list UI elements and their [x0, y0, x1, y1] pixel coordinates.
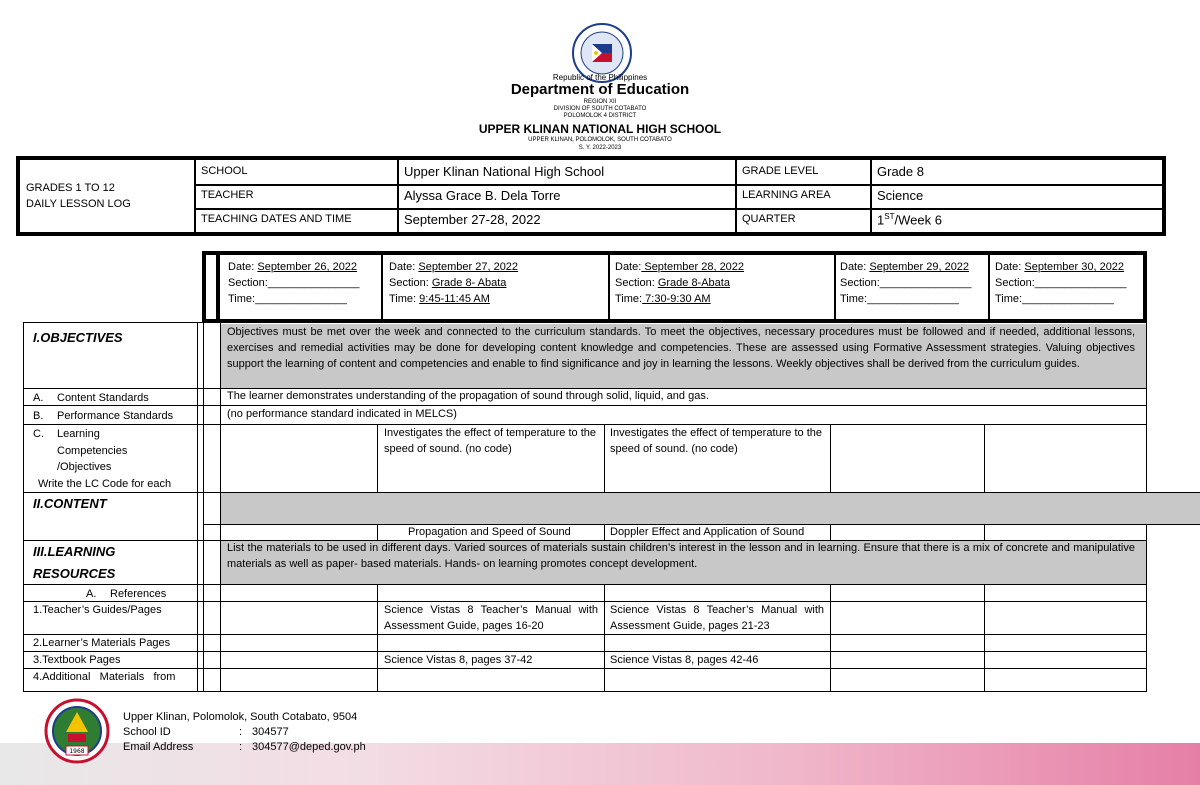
textbook-pages-day3: Science Vistas 8, pages 42-46: [610, 654, 759, 666]
day-2-cell: Date: September 27, 2022 Section: Grade 8- Abata Time: 9:45-11:45 AM: [389, 261, 519, 305]
school-name-title: UPPER KLINAN NATIONAL HIGH SCHOOL: [478, 122, 722, 136]
quarter-label: QUARTER: [742, 213, 796, 225]
references-letter: A.: [86, 588, 97, 600]
school-id-value: 304577: [252, 726, 289, 738]
content-day3: Doppler Effect and Application of Sound: [610, 526, 805, 538]
grade-level-label: GRADE LEVEL: [742, 165, 819, 177]
dates-value: September 27-28, 2022: [404, 212, 541, 227]
objectives-heading: I.OBJECTIVES: [33, 330, 123, 345]
competency-day2: Investigates the effect of temperature to the speed of sound. (no code): [384, 427, 596, 455]
learning-area-label: LEARNING AREA: [742, 189, 831, 201]
dates-label: TEACHING DATES AND TIME: [201, 213, 352, 225]
performance-standards-text: (no performance standard indicated in MELCS): [227, 408, 457, 420]
school-id-label: School ID: [123, 726, 171, 738]
day-5-cell: Date: September 30, 2022 Section:_______________ Time:_______________: [995, 261, 1127, 305]
republic-line: Republic of the Philippines: [552, 73, 648, 82]
references-label: References: [110, 588, 167, 600]
logo-year: 1968: [69, 748, 85, 755]
competencies-label-line1: Learning: [57, 428, 100, 440]
additional-materials-label: 4.Additional Materials from: [33, 671, 176, 683]
competencies-label-line2: Competencies: [57, 445, 128, 457]
content-standards-letter: A.: [33, 392, 44, 404]
school-address: UPPER KLINAN, POLOMOLOK, SOUTH COTABATO: [528, 137, 672, 143]
day-3-cell: Date: September 28, 2022 Section: Grade 8-Abata Time: 7:30-9:30 AM: [615, 261, 745, 305]
content-heading: II.CONTENT: [33, 496, 107, 511]
dll-title-line1: GRADES 1 TO 12: [26, 182, 115, 194]
teachers-guide-day3: Science Vistas 8 Teacher’s Manual with Assessment Guide, pages 21-23: [610, 604, 824, 632]
school-value: Upper Klinan National High School: [404, 164, 605, 179]
learners-materials-label: 2.Learner’s Materials Pages: [33, 637, 171, 649]
division-line: DIVISION OF SOUTH COTABATO: [553, 106, 647, 112]
school-label: SCHOOL: [201, 165, 248, 177]
region-line: REGION XII: [583, 99, 617, 105]
school-id-separator: :: [239, 726, 243, 738]
district-line: POLOMOLOK 4 DISTRICT: [563, 113, 637, 119]
teachers-guide-label: 1.Teacher’s Guides/Pages: [33, 604, 162, 616]
teacher-value: Alyssa Grace B. Dela Torre: [404, 188, 561, 203]
content-day2: Propagation and Speed of Sound: [408, 526, 571, 538]
department-title: Department of Education: [510, 81, 690, 98]
resources-text: List the materials to be used in different days. Varied sources of materials sustain children’s interest in the lesson and in learning. Ensure that there is a mix of concrete and manipulative materials as well as paper- based materials. Hands- on learning promotes concept development.: [227, 542, 1135, 570]
textbook-pages-day2: Science Vistas 8, pages 37-42: [384, 654, 533, 666]
email-separator: :: [239, 741, 243, 753]
day-1-cell: Date: September 26, 2022 Section:_______________ Time:_______________: [228, 261, 360, 305]
textbook-pages-label: 3.Textbook Pages: [33, 654, 121, 666]
email-value[interactable]: 304577@deped.gov.ph: [252, 741, 366, 753]
competencies-label-line4: Write the LC Code for each: [38, 478, 172, 490]
performance-standards-label: Performance Standards: [57, 410, 174, 422]
grade-level-value: Grade 8: [877, 164, 924, 179]
content-standards-label: Content Standards: [57, 392, 149, 404]
school-logo-icon: [44, 698, 110, 764]
competencies-letter: C.: [33, 428, 44, 440]
dll-title-line2: DAILY LESSON LOG: [26, 198, 131, 210]
resources-heading-line2: RESOURCES: [33, 566, 116, 581]
footer-address: Upper Klinan, Polomolok, South Cotabato, 9504: [123, 711, 358, 723]
performance-standards-letter: B.: [33, 410, 44, 422]
quarter-value: 1ST/Week 6: [877, 212, 942, 228]
email-label: Email Address: [123, 741, 194, 753]
day-4-cell: Date: September 29, 2022 Section:_______________ Time:_______________: [840, 261, 972, 305]
resources-heading-line1: III.LEARNING: [33, 544, 116, 559]
teachers-guide-day2: Science Vistas 8 Teacher’s Manual with Assessment Guide, pages 16-20: [384, 604, 598, 632]
competencies-label-line3: /Objectives: [57, 461, 112, 473]
objectives-text: Objectives must be met over the week and connected to the curriculum standards. To meet the objectives, necessary procedures must be followed and if needed, additional lessons, exercises and remedial activities may be done for developing content knowledge and competencies. These are assessed using Formative Assessment strategies. Valuing objectives support the learning of content and competencies and enable to find significance and joy in learning the lessons. Weekly objectives shall be derived from the curriculum guides.: [227, 326, 1135, 370]
school-year: S. Y. 2022-2023: [578, 145, 622, 151]
competency-day3: Investigates the effect of temperature to the speed of sound. (no code): [610, 427, 822, 455]
teacher-label: TEACHER: [201, 189, 254, 201]
learning-area-value: Science: [877, 188, 924, 203]
content-standards-text: The learner demonstrates understanding of the propagation of sound through solid, liquid, and gas.: [227, 390, 709, 402]
